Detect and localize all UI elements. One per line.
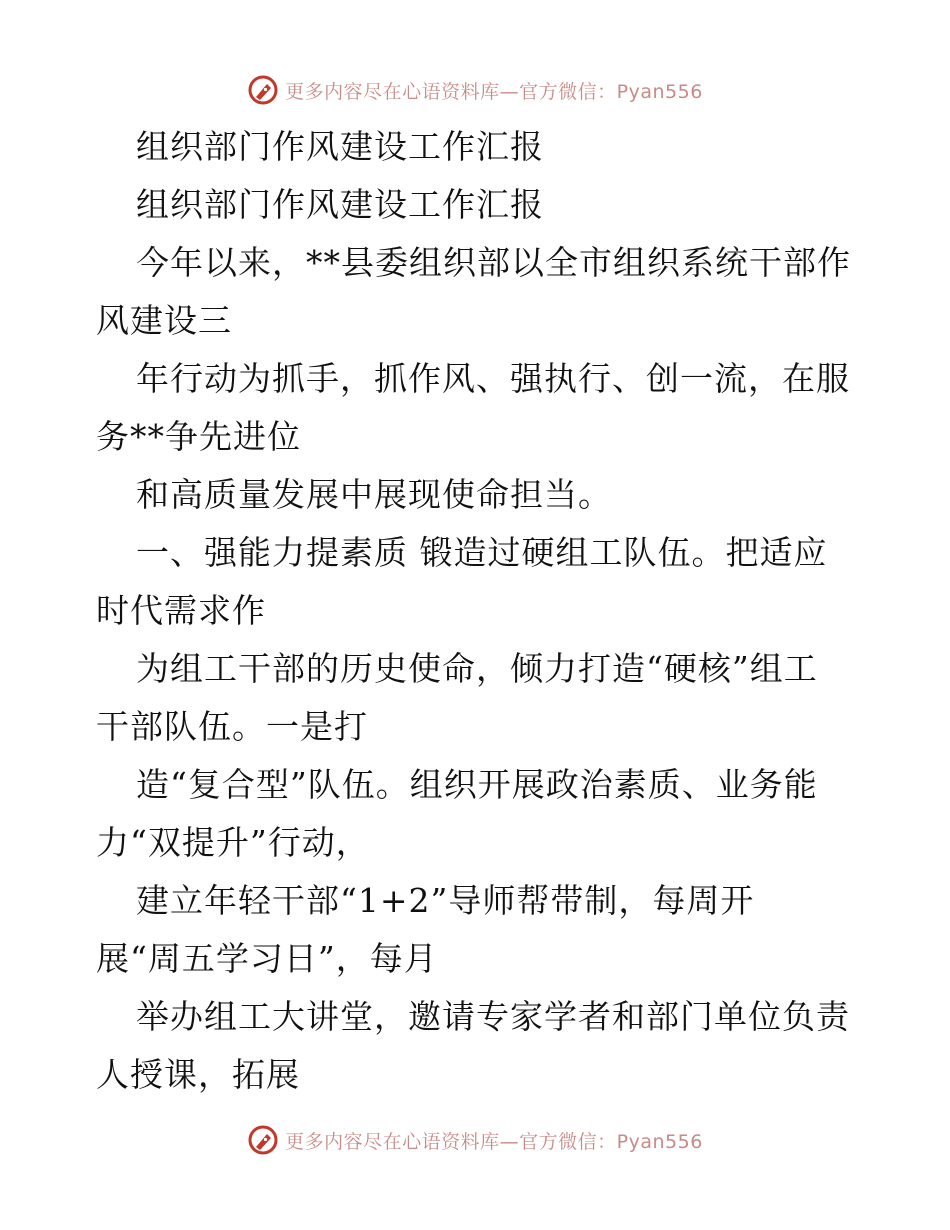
footer-watermark <box>0 1120 950 1160</box>
text-line: 组织部门作风建设工作汇报 <box>136 127 544 166</box>
text-line: 时代需求作 <box>96 591 266 630</box>
text-line: 人授课，拓展 <box>96 1055 300 1094</box>
text-line: 务**争先进位 <box>96 417 301 456</box>
text-line: 今年以来，**县委组织部以全市组织系统干部作 <box>136 243 851 282</box>
text-line: 为组工干部的历史使命，倾力打造“硬核”组工 <box>136 649 818 688</box>
pen-nib-logo-icon <box>247 74 279 106</box>
document-body <box>96 118 856 1104</box>
text-line: 和高质量发展中展现使命担当。 <box>136 475 612 514</box>
text-line: 干部队伍。一是打 <box>96 707 368 746</box>
header-watermark <box>0 70 950 110</box>
text-line: 展“周五学习日”，每月 <box>96 939 438 978</box>
text-line: 造“复合型”队伍。组织开展政治素质、业务能 <box>136 765 818 804</box>
text-line: 风建设三 <box>96 301 232 340</box>
pen-nib-logo-icon <box>247 1124 279 1156</box>
text-line: 举办组工大讲堂，邀请专家学者和部门单位负责 <box>136 997 850 1036</box>
text-line: 年行动为抓手，抓作风、强执行、创一流，在服 <box>136 359 850 398</box>
text-line: 力“双提升”行动， <box>96 823 370 862</box>
watermark-text: 更多内容尽在心语资料库—官方微信：Pyan556 <box>285 1130 703 1153</box>
watermark-text: 更多内容尽在心语资料库—官方微信：Pyan556 <box>285 80 703 103</box>
text-line: 组织部门作风建设工作汇报 <box>136 185 544 224</box>
text-line: 一、强能力提素质 锻造过硬组工队伍。把适应 <box>136 533 828 572</box>
text-line: 建立年轻干部“1+2”导师帮带制，每周开 <box>136 881 755 920</box>
